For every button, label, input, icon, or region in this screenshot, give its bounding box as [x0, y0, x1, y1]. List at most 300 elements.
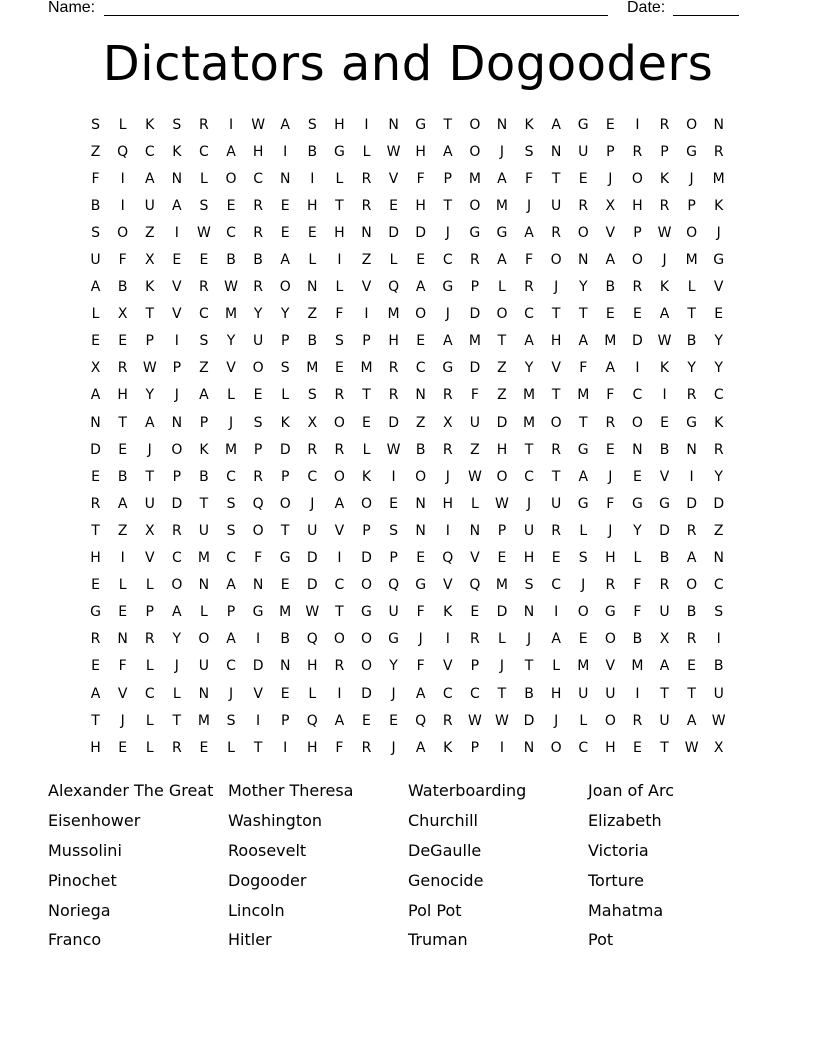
grid-letter[interactable]: C — [524, 468, 534, 485]
grid-letter[interactable]: E — [389, 495, 398, 512]
grid-letter[interactable]: M — [197, 550, 210, 567]
grid-letter[interactable]: G — [279, 550, 291, 567]
grid-letter[interactable]: J — [445, 306, 450, 323]
grid-letter[interactable]: I — [120, 170, 125, 187]
grid-letter[interactable]: V — [659, 468, 670, 485]
grid-letter[interactable]: R — [388, 360, 399, 377]
grid-letter[interactable]: W — [495, 712, 509, 729]
grid-letter[interactable]: A — [172, 604, 182, 621]
grid-letter[interactable]: N — [577, 252, 589, 269]
grid-letter[interactable]: J — [391, 739, 396, 756]
grid-letter[interactable]: V — [226, 360, 236, 377]
grid-letter[interactable]: T — [551, 468, 561, 485]
grid-letter[interactable]: R — [253, 279, 263, 296]
grid-letter[interactable]: U — [551, 495, 562, 512]
grid-letter[interactable]: H — [388, 333, 399, 350]
grid-letter[interactable]: X — [659, 631, 670, 648]
grid-letter[interactable]: W — [224, 279, 238, 296]
grid-letter[interactable]: W — [467, 468, 482, 485]
grid-letter[interactable]: I — [445, 631, 450, 648]
grid-letter[interactable]: I — [256, 631, 261, 648]
grid-letter[interactable]: E — [632, 306, 642, 323]
grid-letter[interactable]: K — [145, 279, 155, 296]
grid-letter[interactable]: L — [579, 522, 588, 539]
grid-letter[interactable]: T — [524, 441, 534, 458]
grid-letter[interactable]: N — [90, 414, 101, 431]
grid-letter[interactable]: X — [144, 252, 155, 269]
grid-letter[interactable]: O — [577, 604, 589, 621]
grid-letter[interactable]: P — [470, 739, 480, 756]
grid-letter[interactable]: H — [90, 550, 101, 567]
grid-letter[interactable]: Q — [469, 577, 481, 594]
grid-letter[interactable]: S — [389, 522, 399, 539]
grid-letter[interactable]: R — [199, 116, 209, 133]
grid-letter[interactable]: J — [581, 577, 586, 594]
grid-letter[interactable]: T — [497, 685, 507, 702]
grid-letter[interactable]: C — [713, 387, 724, 404]
grid-letter[interactable]: P — [389, 550, 398, 567]
grid-letter[interactable]: V — [172, 279, 182, 296]
grid-letter[interactable]: E — [280, 577, 290, 594]
grid-letter[interactable]: O — [360, 658, 372, 675]
grid-letter[interactable]: U — [523, 522, 535, 539]
grid-letter[interactable]: C — [442, 685, 453, 702]
grid-letter[interactable]: P — [253, 441, 263, 458]
grid-letter[interactable]: Y — [280, 306, 290, 323]
grid-letter[interactable]: S — [199, 197, 209, 214]
grid-letter[interactable]: Y — [633, 522, 642, 539]
grid-letter[interactable]: R — [469, 252, 480, 269]
grid-letter[interactable]: C — [171, 550, 182, 567]
grid-letter[interactable]: X — [117, 306, 128, 323]
grid-letter[interactable]: N — [713, 550, 724, 567]
grid-letter[interactable]: E — [91, 333, 100, 350]
grid-letter[interactable]: Q — [306, 712, 318, 729]
grid-letter[interactable]: Z — [199, 360, 209, 377]
grid-letter[interactable]: R — [361, 197, 372, 214]
grid-letter[interactable]: A — [415, 279, 426, 296]
grid-letter[interactable]: J — [608, 170, 613, 187]
grid-letter[interactable]: M — [387, 306, 400, 323]
grid-letter[interactable]: P — [280, 468, 290, 485]
grid-letter[interactable]: D — [252, 658, 264, 675]
grid-letter[interactable]: F — [416, 658, 425, 675]
grid-letter[interactable]: O — [496, 468, 508, 485]
grid-letter[interactable]: Y — [714, 360, 723, 377]
grid-letter[interactable]: M — [360, 360, 373, 377]
grid-letter[interactable]: O — [469, 143, 481, 160]
grid-letter[interactable]: F — [606, 387, 615, 404]
grid-letter[interactable]: E — [362, 712, 371, 729]
grid-letter[interactable]: A — [497, 170, 507, 187]
grid-letter[interactable]: N — [415, 495, 426, 512]
grid-letter[interactable]: V — [144, 550, 155, 567]
grid-letter[interactable]: P — [606, 143, 615, 160]
grid-letter[interactable]: R — [578, 197, 589, 214]
grid-letter[interactable]: L — [172, 685, 181, 702]
grid-letter[interactable]: R — [686, 387, 697, 404]
grid-letter[interactable]: O — [550, 252, 562, 269]
grid-letter[interactable]: M — [197, 712, 210, 729]
grid-letter[interactable]: N — [686, 441, 697, 458]
grid-letter[interactable]: L — [145, 739, 154, 756]
grid-letter[interactable]: M — [577, 658, 590, 675]
grid-letter[interactable]: C — [199, 306, 209, 323]
grid-letter[interactable]: N — [279, 170, 291, 187]
grid-letter[interactable]: K — [659, 170, 670, 187]
grid-letter[interactable]: R — [334, 658, 345, 675]
grid-letter[interactable]: R — [388, 387, 399, 404]
grid-letter[interactable]: Y — [714, 468, 723, 485]
grid-letter[interactable]: G — [415, 116, 427, 133]
grid-letter[interactable]: I — [337, 685, 342, 702]
grid-letter[interactable]: K — [714, 197, 724, 214]
grid-letter[interactable]: E — [470, 604, 480, 621]
grid-letter[interactable]: E — [118, 739, 128, 756]
grid-letter[interactable]: L — [335, 279, 344, 296]
grid-letter[interactable]: D — [90, 441, 101, 458]
grid-letter[interactable]: O — [333, 468, 345, 485]
grid-letter[interactable]: H — [307, 739, 318, 756]
grid-letter[interactable]: L — [687, 279, 696, 296]
grid-letter[interactable]: J — [391, 685, 396, 702]
grid-letter[interactable]: E — [91, 468, 100, 485]
grid-letter[interactable]: D — [496, 414, 508, 431]
grid-letter[interactable]: M — [468, 170, 481, 187]
grid-letter[interactable]: T — [578, 306, 588, 323]
grid-letter[interactable]: T — [443, 116, 453, 133]
grid-letter[interactable]: O — [117, 224, 129, 241]
grid-letter[interactable]: U — [578, 143, 589, 160]
grid-letter[interactable]: D — [523, 712, 535, 729]
grid-letter[interactable]: G — [577, 441, 589, 458]
grid-letter[interactable]: V — [713, 279, 724, 296]
grid-letter[interactable]: R — [551, 224, 561, 241]
grid-letter[interactable]: O — [686, 577, 698, 594]
grid-letter[interactable]: B — [605, 279, 616, 296]
grid-letter[interactable]: R — [442, 387, 453, 404]
grid-letter[interactable]: O — [279, 495, 291, 512]
grid-letter[interactable]: D — [361, 685, 372, 702]
grid-letter[interactable]: R — [442, 712, 453, 729]
grid-letter[interactable]: L — [281, 387, 290, 404]
grid-letter[interactable]: K — [443, 739, 453, 756]
grid-letter[interactable]: T — [687, 306, 696, 323]
grid-letter[interactable]: R — [605, 577, 616, 594]
grid-letter[interactable]: E — [416, 333, 426, 350]
grid-letter[interactable]: C — [713, 577, 724, 594]
grid-letter[interactable]: E — [253, 387, 263, 404]
grid-letter[interactable]: N — [469, 522, 481, 539]
grid-letter[interactable]: D — [659, 522, 670, 539]
grid-letter[interactable]: A — [659, 658, 670, 675]
grid-letter[interactable]: I — [256, 712, 261, 729]
grid-letter[interactable]: T — [660, 739, 669, 756]
grid-letter[interactable]: H — [334, 116, 345, 133]
grid-letter[interactable]: U — [659, 712, 670, 729]
grid-letter[interactable]: T — [551, 170, 561, 187]
grid-letter[interactable]: U — [90, 252, 101, 269]
grid-letter[interactable]: V — [388, 170, 399, 187]
grid-letter[interactable]: A — [524, 333, 534, 350]
grid-letter[interactable]: U — [605, 685, 616, 702]
grid-letter[interactable]: R — [659, 197, 670, 214]
grid-letter[interactable]: P — [145, 333, 154, 350]
grid-letter[interactable]: J — [147, 441, 152, 458]
grid-letter[interactable]: W — [386, 143, 401, 160]
grid-letter[interactable]: R — [361, 739, 372, 756]
grid-letter[interactable]: P — [199, 414, 209, 431]
grid-letter[interactable]: L — [145, 712, 154, 729]
grid-letter[interactable]: P — [362, 522, 371, 539]
grid-letter[interactable]: M — [712, 170, 725, 187]
grid-letter[interactable]: J — [228, 685, 234, 702]
grid-letter[interactable]: Y — [145, 387, 155, 404]
grid-letter[interactable]: Z — [144, 224, 155, 241]
grid-letter[interactable]: Y — [172, 631, 182, 648]
grid-letter[interactable]: C — [226, 224, 236, 241]
grid-letter[interactable]: A — [578, 468, 589, 485]
grid-letter[interactable]: G — [361, 604, 372, 621]
grid-letter[interactable]: C — [524, 306, 534, 323]
grid-letter[interactable]: A — [199, 387, 209, 404]
grid-letter[interactable]: G — [415, 577, 427, 594]
grid-letter[interactable]: L — [145, 658, 154, 675]
grid-letter[interactable]: U — [469, 414, 480, 431]
grid-letter[interactable]: N — [632, 441, 643, 458]
grid-letter[interactable]: J — [310, 495, 315, 512]
grid-letter[interactable]: Z — [497, 387, 507, 404]
grid-letter[interactable]: O — [252, 522, 264, 539]
grid-letter[interactable]: X — [605, 197, 616, 214]
grid-letter[interactable]: H — [117, 387, 128, 404]
grid-letter[interactable]: B — [253, 252, 263, 269]
grid-letter[interactable]: B — [199, 468, 209, 485]
grid-letter[interactable]: H — [523, 550, 535, 567]
grid-letter[interactable]: R — [524, 279, 534, 296]
grid-letter[interactable]: Y — [226, 333, 236, 350]
grid-letter[interactable]: A — [172, 197, 182, 214]
grid-letter[interactable]: M — [577, 387, 590, 404]
grid-letter[interactable]: J — [526, 631, 532, 648]
grid-letter[interactable]: B — [307, 333, 318, 350]
grid-letter[interactable]: W — [684, 739, 699, 756]
grid-letter[interactable]: B — [524, 685, 534, 702]
grid-letter[interactable]: O — [631, 170, 643, 187]
grid-letter[interactable]: U — [144, 197, 155, 214]
grid-letter[interactable]: X — [713, 739, 724, 756]
grid-letter[interactable]: K — [659, 279, 670, 296]
grid-letter[interactable]: P — [280, 712, 290, 729]
name-underline[interactable] — [104, 15, 608, 16]
grid-letter[interactable]: S — [199, 333, 209, 350]
grid-letter[interactable]: C — [144, 143, 155, 160]
grid-letter[interactable]: I — [337, 550, 342, 567]
grid-letter[interactable]: T — [91, 522, 100, 539]
grid-letter[interactable]: V — [442, 658, 453, 675]
grid-letter[interactable]: F — [525, 252, 534, 269]
grid-letter[interactable]: N — [117, 631, 128, 648]
grid-letter[interactable]: T — [253, 739, 263, 756]
grid-letter[interactable]: A — [117, 495, 128, 512]
grid-letter[interactable]: L — [362, 441, 371, 458]
grid-letter[interactable]: E — [605, 441, 615, 458]
grid-letter[interactable]: O — [604, 712, 616, 729]
grid-letter[interactable]: A — [226, 577, 236, 594]
grid-letter[interactable]: G — [442, 360, 454, 377]
grid-letter[interactable]: A — [334, 495, 345, 512]
grid-letter[interactable]: U — [578, 685, 589, 702]
grid-letter[interactable]: B — [90, 197, 101, 214]
grid-letter[interactable]: J — [228, 414, 234, 431]
grid-letter[interactable]: W — [251, 116, 266, 133]
grid-letter[interactable]: K — [172, 143, 182, 160]
grid-letter[interactable]: T — [551, 387, 561, 404]
grid-letter[interactable]: U — [388, 604, 399, 621]
grid-letter[interactable]: R — [334, 441, 345, 458]
grid-letter[interactable]: W — [657, 333, 672, 350]
grid-letter[interactable]: H — [550, 685, 562, 702]
grid-letter[interactable]: A — [442, 143, 453, 160]
grid-letter[interactable]: A — [334, 712, 345, 729]
grid-letter[interactable]: V — [334, 522, 345, 539]
grid-letter[interactable]: R — [199, 279, 209, 296]
grid-letter[interactable]: O — [496, 306, 508, 323]
grid-letter[interactable]: I — [337, 252, 342, 269]
grid-letter[interactable]: N — [523, 604, 535, 621]
grid-letter[interactable]: R — [90, 495, 101, 512]
grid-letter[interactable]: L — [335, 170, 344, 187]
grid-letter[interactable]: R — [551, 441, 561, 458]
grid-letter[interactable]: C — [551, 577, 562, 594]
grid-letter[interactable]: R — [659, 577, 670, 594]
grid-letter[interactable]: Z — [361, 252, 372, 269]
grid-letter[interactable]: D — [686, 495, 697, 512]
grid-letter[interactable]: L — [362, 143, 371, 160]
grid-letter[interactable]: R — [632, 143, 643, 160]
grid-letter[interactable]: M — [224, 441, 238, 458]
grid-letter[interactable]: F — [118, 658, 127, 675]
grid-letter[interactable]: J — [716, 224, 721, 241]
grid-letter[interactable]: D — [632, 333, 643, 350]
grid-letter[interactable]: A — [551, 631, 561, 648]
grid-letter[interactable]: F — [525, 170, 534, 187]
grid-letter[interactable]: D — [469, 306, 481, 323]
grid-letter[interactable]: R — [144, 631, 155, 648]
grid-letter[interactable]: U — [198, 658, 210, 675]
grid-letter[interactable]: A — [578, 333, 589, 350]
grid-letter[interactable]: G — [631, 495, 643, 512]
grid-letter[interactable]: O — [631, 252, 643, 269]
grid-letter[interactable]: C — [226, 468, 236, 485]
grid-letter[interactable]: Q — [252, 495, 264, 512]
grid-letter[interactable]: E — [389, 712, 398, 729]
grid-letter[interactable]: O — [171, 577, 183, 594]
grid-letter[interactable]: W — [467, 712, 482, 729]
grid-letter[interactable]: U — [252, 333, 264, 350]
grid-letter[interactable]: L — [308, 685, 317, 702]
grid-letter[interactable]: I — [364, 116, 369, 133]
grid-letter[interactable]: O — [225, 170, 237, 187]
grid-letter[interactable]: D — [469, 360, 481, 377]
grid-letter[interactable]: O — [171, 441, 183, 458]
grid-letter[interactable]: F — [470, 387, 479, 404]
grid-letter[interactable]: H — [252, 143, 264, 160]
grid-letter[interactable]: B — [117, 279, 128, 296]
grid-letter[interactable]: Z — [497, 360, 507, 377]
grid-letter[interactable]: A — [605, 360, 616, 377]
grid-letter[interactable]: T — [362, 387, 371, 404]
grid-letter[interactable]: U — [198, 522, 210, 539]
grid-letter[interactable]: R — [632, 712, 643, 729]
grid-letter[interactable]: L — [118, 577, 127, 594]
grid-letter[interactable]: F — [91, 170, 100, 187]
grid-letter[interactable]: I — [174, 224, 179, 241]
grid-letter[interactable]: G — [90, 604, 101, 621]
grid-letter[interactable]: M — [468, 333, 481, 350]
grid-letter[interactable]: R — [442, 441, 453, 458]
grid-letter[interactable]: A — [226, 631, 236, 648]
grid-letter[interactable]: A — [415, 685, 426, 702]
grid-letter[interactable]: F — [416, 604, 425, 621]
grid-letter[interactable]: Q — [117, 143, 129, 160]
grid-letter[interactable]: V — [442, 577, 453, 594]
grid-letter[interactable]: D — [713, 495, 725, 512]
grid-letter[interactable]: G — [686, 414, 698, 431]
grid-letter[interactable]: J — [418, 631, 423, 648]
grid-letter[interactable]: O — [279, 279, 291, 296]
grid-letter[interactable]: R — [117, 360, 128, 377]
grid-letter[interactable]: R — [307, 441, 318, 458]
grid-letter[interactable]: E — [605, 116, 615, 133]
grid-letter[interactable]: T — [172, 712, 182, 729]
grid-letter[interactable]: P — [443, 170, 452, 187]
grid-letter[interactable]: A — [686, 712, 697, 729]
grid-letter[interactable]: I — [716, 631, 721, 648]
grid-letter[interactable]: L — [498, 279, 506, 296]
grid-letter[interactable]: S — [280, 360, 290, 377]
grid-letter[interactable]: E — [172, 252, 182, 269]
grid-letter[interactable]: E — [660, 414, 669, 431]
grid-letter[interactable]: Q — [388, 577, 400, 594]
grid-letter[interactable]: Y — [524, 360, 534, 377]
grid-letter[interactable]: I — [283, 143, 288, 160]
grid-letter[interactable]: M — [604, 333, 617, 350]
grid-letter[interactable]: E — [280, 224, 290, 241]
grid-letter[interactable]: E — [416, 252, 426, 269]
grid-letter[interactable]: T — [497, 333, 507, 350]
grid-letter[interactable]: E — [578, 631, 588, 648]
grid-letter[interactable]: F — [118, 252, 127, 269]
grid-letter[interactable]: I — [635, 116, 640, 133]
grid-letter[interactable]: F — [254, 550, 263, 567]
grid-letter[interactable]: C — [415, 360, 426, 377]
grid-letter[interactable]: R — [686, 631, 697, 648]
grid-letter[interactable]: B — [226, 252, 236, 269]
grid-letter[interactable]: S — [524, 143, 534, 160]
grid-letter[interactable]: T — [660, 685, 669, 702]
grid-letter[interactable]: C — [578, 739, 589, 756]
grid-letter[interactable]: O — [550, 414, 562, 431]
grid-letter[interactable]: G — [659, 495, 670, 512]
grid-letter[interactable]: Q — [415, 712, 427, 729]
grid-letter[interactable]: S — [253, 414, 263, 431]
grid-letter[interactable]: P — [362, 333, 371, 350]
grid-letter[interactable]: F — [579, 360, 588, 377]
grid-letter[interactable]: H — [307, 658, 318, 675]
grid-letter[interactable]: A — [90, 387, 101, 404]
grid-letter[interactable]: I — [499, 739, 505, 756]
